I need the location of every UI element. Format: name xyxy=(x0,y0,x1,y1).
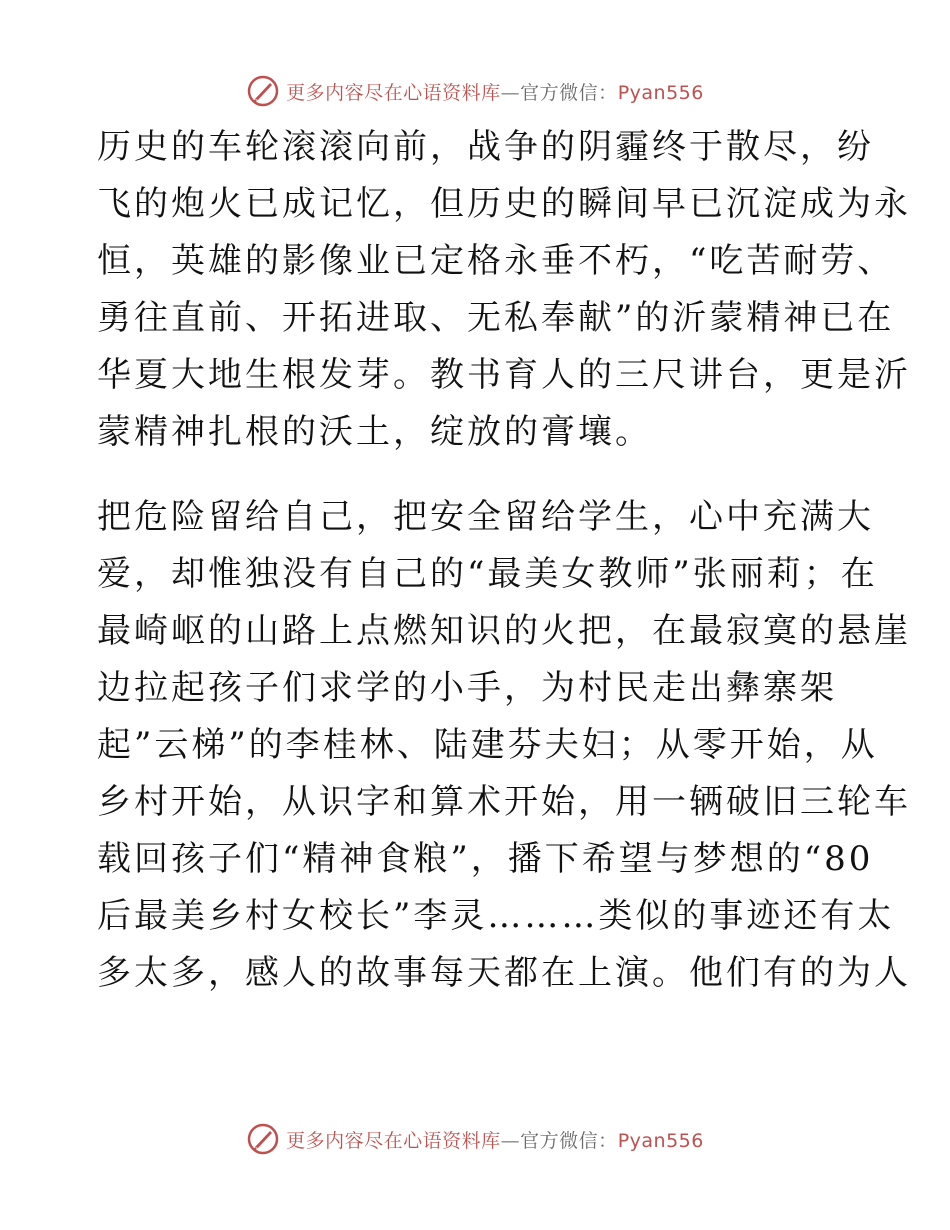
paragraph-line: 华夏大地生根发芽。教书育人的三尺讲台，更是沂 xyxy=(97,355,911,395)
paragraph-line: 载回孩子们“精神食粮”，播下希望与梦想的“80 xyxy=(97,839,874,879)
paragraph-2 xyxy=(97,489,911,1002)
paragraph-line: 边拉起孩子们求学的小手，为村民走出彝寨架 xyxy=(97,668,837,708)
paragraph-line: 乡村开始，从识字和算术开始，用一辆破旧三轮车 xyxy=(97,782,911,822)
paragraph-line: 最崎岖的山路上点燃知识的火把，在最寂寞的悬崖 xyxy=(97,611,911,651)
footer-banner xyxy=(0,1122,950,1156)
banner-wechat-id: Pyan556 xyxy=(617,81,704,104)
paragraph-line: 多太多，感人的故事每天都在上演。他们有的为人 xyxy=(97,953,911,993)
paragraph-line: 后最美乡村女校长”李灵………类似的事迹还有太 xyxy=(97,896,895,936)
banner-separator: — xyxy=(500,81,521,104)
banner-wechat-label: 官方微信： xyxy=(520,81,618,104)
paragraph-line: 爱，却惟独没有自己的“最美女教师”张丽莉；在 xyxy=(97,554,878,594)
banner-separator: — xyxy=(500,1129,521,1152)
paragraph-line: 勇往直前、开拓进取、无私奉献”的沂蒙精神已在 xyxy=(97,298,895,338)
quill-logo-icon xyxy=(246,1122,280,1156)
banner-wechat-id: Pyan556 xyxy=(617,1129,704,1152)
banner-title: 更多内容尽在心语资料库 xyxy=(286,1129,501,1152)
paragraph-line: 恒，英雄的影像业已定格永垂不朽，“吃苦耐劳、 xyxy=(97,241,895,281)
banner-title: 更多内容尽在心语资料库 xyxy=(286,81,501,104)
paragraph-line: 蒙精神扎根的沃土，绽放的膏壤。 xyxy=(97,412,652,452)
paragraph-1 xyxy=(97,119,911,461)
header-banner xyxy=(0,74,950,108)
paragraph-line: 把危险留给自己，把安全留给学生，心中充满大 xyxy=(97,497,874,537)
paragraph-line: 飞的炮火已成记忆，但历史的瞬间早已沉淀成为永 xyxy=(97,184,911,224)
paragraph-line: 起”云梯”的李桂林、陆建芬夫妇；从零开始，从 xyxy=(97,725,878,765)
paragraph-line: 历史的车轮滚滚向前，战争的阴霾终于散尽，纷 xyxy=(97,127,874,167)
quill-logo-icon xyxy=(246,74,280,108)
banner-wechat-label: 官方微信： xyxy=(520,1129,618,1152)
